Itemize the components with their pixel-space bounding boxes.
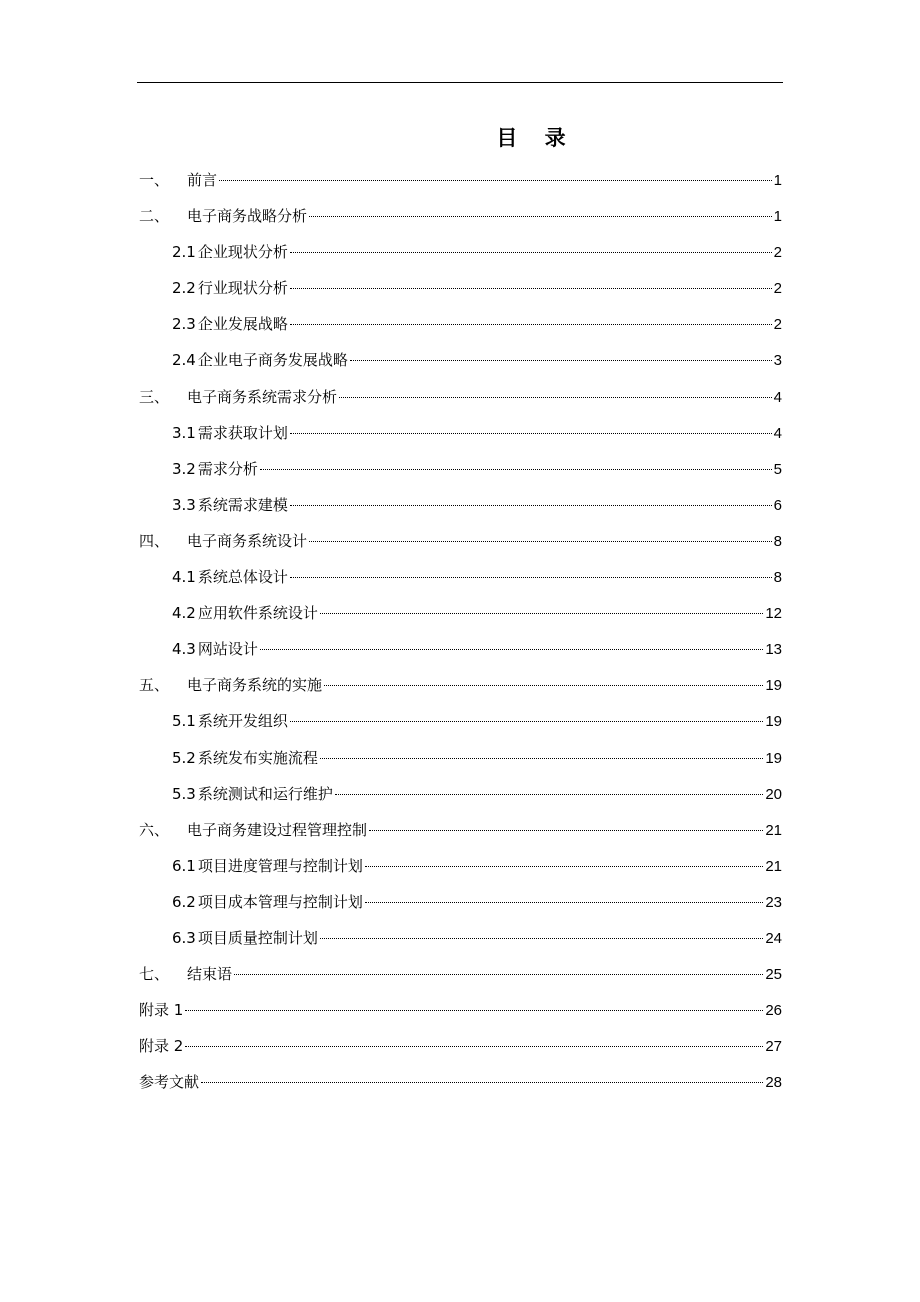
toc-entry-number: 2.1	[172, 243, 196, 262]
toc-entry[interactable]	[139, 595, 782, 631]
toc-entry[interactable]	[139, 992, 782, 1028]
toc-entry[interactable]	[139, 306, 782, 342]
toc-entry-page-number: 8	[773, 532, 782, 550]
dot-leader	[320, 938, 763, 939]
toc-entry-text: 电子商务战略分析	[187, 207, 308, 226]
toc-entry-number: 4.1	[172, 568, 196, 587]
toc-entry-text: 需求分析	[197, 459, 258, 478]
toc-entry-text: 企业电子商务发展战略	[197, 351, 348, 370]
toc-entry[interactable]	[139, 198, 782, 234]
toc-entry-page-number: 27	[765, 1038, 782, 1056]
toc-entry-page-number: 4	[773, 388, 782, 406]
toc-entry-text: 项目进度管理与控制计划	[197, 856, 363, 875]
toc-entry-text: 网站设计	[197, 640, 258, 659]
toc-entry-text: 附录 2	[139, 1037, 184, 1056]
toc-entry-page-number: 2	[773, 316, 782, 334]
dot-leader	[350, 360, 772, 361]
toc-entry[interactable]	[139, 162, 782, 198]
toc-entry-text: 需求获取计划	[197, 423, 288, 442]
toc-entry[interactable]	[139, 956, 782, 992]
toc-entry-number: 3.2	[172, 459, 196, 478]
dot-leader	[219, 180, 772, 181]
dot-leader	[339, 397, 772, 398]
dot-leader	[309, 216, 772, 217]
header-rule	[137, 82, 783, 83]
toc-entry[interactable]	[139, 884, 782, 920]
toc-entry-page-number: 19	[765, 749, 782, 767]
dot-leader	[365, 866, 763, 867]
toc-entry-text: 系统开发组织	[197, 712, 288, 731]
dot-leader	[335, 794, 763, 795]
dot-leader	[290, 288, 772, 289]
toc-entry-page-number: 19	[765, 677, 782, 695]
dot-leader	[290, 433, 772, 434]
toc-entry-number: 4.2	[172, 604, 196, 623]
toc-entry-page-number: 4	[773, 424, 782, 442]
toc-entry-number: 五、	[139, 676, 170, 695]
toc-entry-page-number: 12	[765, 605, 782, 623]
toc-entry-number: 七、	[139, 965, 170, 984]
toc-entry[interactable]	[139, 920, 782, 956]
toc-entry-text: 电子商务系统需求分析	[187, 387, 338, 406]
toc-entry[interactable]	[139, 848, 782, 884]
toc-entry[interactable]	[139, 342, 782, 378]
dot-leader	[290, 324, 772, 325]
toc-entry[interactable]	[139, 1064, 782, 1100]
dot-leader	[290, 721, 763, 722]
toc-entry-page-number: 21	[765, 857, 782, 875]
toc-entry-text: 系统测试和运行维护	[197, 784, 333, 803]
toc-entry-page-number: 2	[773, 244, 782, 262]
toc-entry-number: 3.1	[172, 423, 196, 442]
toc-list	[139, 162, 782, 1100]
toc-entry-number: 六、	[139, 820, 170, 839]
toc-entry-number: 5.3	[172, 784, 196, 803]
toc-entry[interactable]	[139, 703, 782, 739]
toc-entry-text: 电子商务系统设计	[187, 531, 308, 550]
toc-entry-number: 3.3	[172, 495, 196, 514]
toc-entry-text: 项目质量控制计划	[197, 928, 318, 947]
toc-entry-page-number: 26	[765, 1002, 782, 1020]
toc-entry-number: 2.4	[172, 351, 196, 370]
toc-entry-page-number: 20	[765, 785, 782, 803]
toc-entry-text: 项目成本管理与控制计划	[197, 892, 363, 911]
toc-entry-text: 系统发布实施流程	[197, 748, 318, 767]
toc-entry[interactable]	[139, 415, 782, 451]
dot-leader	[260, 469, 772, 470]
toc-entry[interactable]	[139, 487, 782, 523]
dot-leader	[290, 505, 772, 506]
toc-entry[interactable]	[139, 270, 782, 306]
toc-entry-text: 系统需求建模	[197, 495, 288, 514]
toc-entry[interactable]	[139, 740, 782, 776]
dot-leader	[324, 685, 763, 686]
toc-entry[interactable]	[139, 451, 782, 487]
dot-leader	[185, 1010, 763, 1011]
toc-entry[interactable]	[139, 812, 782, 848]
toc-entry-text: 企业现状分析	[197, 243, 288, 262]
toc-entry-page-number: 23	[765, 893, 782, 911]
dot-leader	[320, 613, 763, 614]
toc-entry-page-number: 28	[765, 1074, 782, 1092]
toc-entry[interactable]	[139, 234, 782, 270]
toc-entry-page-number: 1	[773, 208, 782, 226]
toc-entry-text: 电子商务系统的实施	[187, 676, 323, 695]
dot-leader	[290, 577, 772, 578]
toc-entry-number: 二、	[139, 207, 170, 226]
toc-entry-page-number: 6	[773, 496, 782, 514]
toc-entry[interactable]	[139, 1028, 782, 1064]
toc-entry-page-number: 21	[765, 821, 782, 839]
toc-entry-number: 6.3	[172, 928, 196, 947]
dot-leader	[260, 649, 763, 650]
dot-leader	[234, 974, 763, 975]
toc-entry-text: 前言	[187, 171, 218, 189]
toc-entry[interactable]	[139, 776, 782, 812]
toc-entry-text: 附录 1	[139, 1001, 184, 1020]
toc-entry-text: 企业发展战略	[197, 315, 288, 334]
toc-entry-number: 2.3	[172, 315, 196, 334]
toc-entry-number: 5.2	[172, 748, 196, 767]
toc-entry-page-number: 1	[773, 172, 782, 189]
toc-entry-page-number: 3	[773, 352, 782, 370]
toc-entry[interactable]	[139, 379, 782, 415]
dot-leader	[320, 758, 763, 759]
dot-leader	[309, 541, 772, 542]
toc-entry-text: 参考文献	[139, 1073, 200, 1092]
toc-entry-text: 行业现状分析	[197, 279, 288, 298]
toc-title: 目 录	[496, 126, 576, 150]
toc-entry-page-number: 19	[765, 713, 782, 731]
dot-leader	[185, 1046, 763, 1047]
toc-entry-number: 一、	[139, 171, 170, 189]
toc-entry-page-number: 24	[765, 929, 782, 947]
toc-entry-number: 5.1	[172, 712, 196, 731]
toc-entry-page-number: 5	[773, 460, 782, 478]
toc-entry[interactable]	[139, 523, 782, 559]
toc-entry-number: 6.1	[172, 856, 196, 875]
dot-leader	[201, 1082, 763, 1083]
toc-entry-text: 应用软件系统设计	[197, 604, 318, 623]
dot-leader	[365, 902, 763, 903]
toc-entry-number: 2.2	[172, 279, 196, 298]
toc-entry-text: 结束语	[187, 965, 233, 984]
toc-entry-page-number: 8	[773, 569, 782, 587]
toc-entry-text: 电子商务建设过程管理控制	[187, 820, 368, 839]
toc-entry-text: 系统总体设计	[197, 568, 288, 587]
dot-leader	[369, 830, 763, 831]
toc-entry-page-number: 13	[765, 641, 782, 659]
toc-entry-number: 三、	[139, 387, 170, 406]
dot-leader	[290, 252, 772, 253]
toc-entry[interactable]	[139, 559, 782, 595]
toc-entry-number: 四、	[139, 531, 170, 550]
toc-entry-page-number: 25	[765, 966, 782, 984]
toc-entry-page-number: 2	[773, 280, 782, 298]
toc-entry[interactable]	[139, 631, 782, 667]
toc-entry-number: 6.2	[172, 892, 196, 911]
toc-entry[interactable]	[139, 667, 782, 703]
toc-entry-number: 4.3	[172, 640, 196, 659]
